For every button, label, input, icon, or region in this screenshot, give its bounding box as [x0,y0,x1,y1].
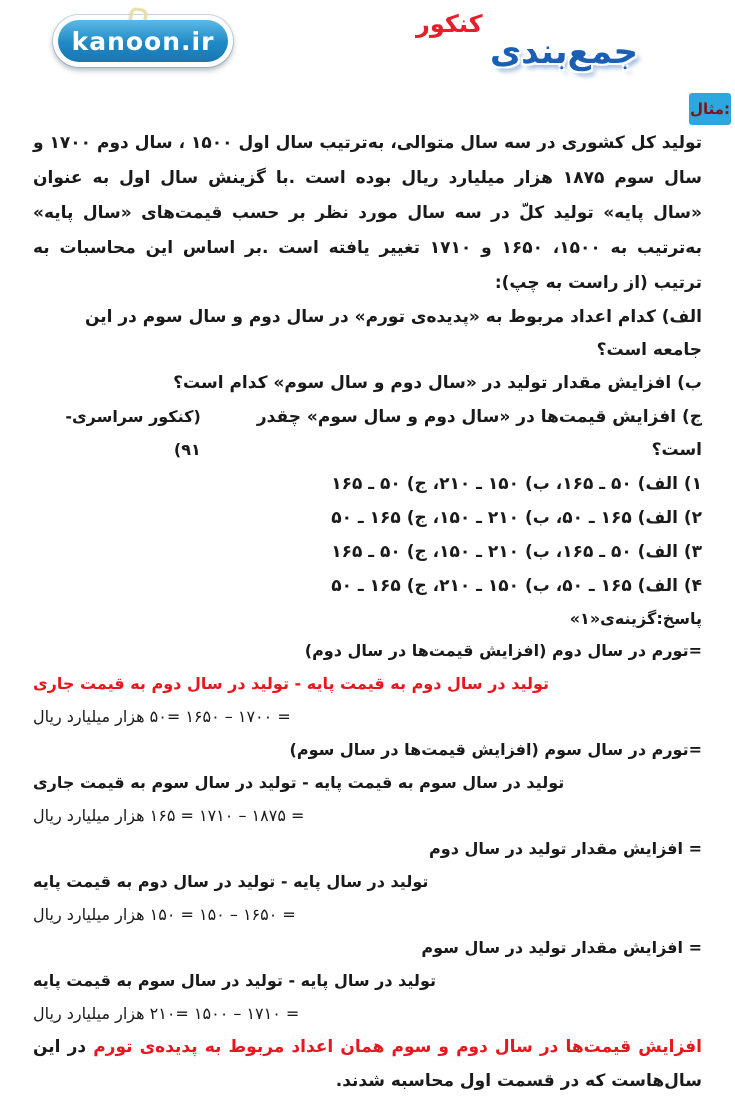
answer-block3-calculation: = ۱۶۵۰ – ۱۵۰ = ۱۵۰ هزار میلیارد ریال [33,905,296,924]
example-badge: مثال: [689,93,731,125]
answer-block4-heading: = افزایش مقدار تولید در سال سوم [421,938,702,957]
series-logo [398,8,638,74]
answer-label: پاسخ:گزینه‌ی«۱» [569,609,702,628]
kanoon-logo-text: kanoon.ir [71,26,215,56]
exam-source-label: (کنکور سراسری- ۹۱) [65,407,201,459]
answer-block1-calculation: = ۱۷۰۰ – ۱۶۵۰ =۵۰ هزار میلیارد ریال [33,707,291,726]
question-part-a: الف) کدام اعداد مربوط به «پدیده‌ی تورم» در سال دوم و سال سوم در این جامعه است؟ [84,307,702,360]
conclusion-black-text: در این سال‌هاست که در قسمت اول محاسبه شدند. [33,1037,702,1091]
answer-block3-heading: = افزایش مقدار تولید در سال دوم [429,839,702,858]
answer-block2-heading: =تورم در سال سوم (افزایش قیمت‌ها در سال سوم) [289,740,702,759]
option-2: ۲) الف) ۱۶۵ ـ ۵۰، ب) ۲۱۰ ـ ۱۵۰، ج) ۱۶۵ ـ ۵۰ [331,508,702,528]
question-part-b: ب) افزایش مقدار تولید در «سال دوم و سال سوم» کدام است؟ [173,373,702,393]
question-body: تولید کل کشوری در سه سال متوالی، به‌ترتیب سال اول ۱۵۰۰ ، سال دوم ۱۷۰۰ و سال سوم ۱۸۷۵ هزار میلیارد ریال بوده است .با گزینش سال اول به عنوان «سال پایه» تولید کلّ در سه سال مورد نظر بر حسب قیمت‌های «سال پایه» به‌ترتیب به ۱۵۰۰، ۱۶۵۰ و ۱۷۱۰ تغییر یافته است .بر اساس این محاسبات به ترتیب (از راست به چپ): [33,133,703,293]
question-part-c-row [33,400,702,467]
answer-block3-expression: تولید در سال پایه - تولید در سال دوم به قیمت پایه [33,872,429,891]
option-1: ۱) الف) ۵۰ ـ ۱۶۵، ب) ۱۵۰ ـ ۲۱۰، ج) ۵۰ ـ ۱۶۵ [331,474,702,494]
answer-block2-expression: تولید در سال سوم به قیمت پایه - تولید در سال سوم به قیمت جاری [33,773,565,792]
answer-block4-expression: تولید در سال پایه - تولید در سال سوم به قیمت پایه [33,971,436,990]
kanoon-logo [53,15,233,67]
series-logo-konkur-text: کنکور [416,10,483,38]
question-part-c: ج) افزایش قیمت‌ها در «سال دوم و سال سوم» چقدر است؟ [256,407,702,460]
answer-block2-calculation: = ۱۸۷۵ – ۱۷۱۰ = ۱۶۵ هزار میلیارد ریال [33,806,305,825]
answer-block4-calculation: = ۱۷۱۰ – ۱۵۰۰ =۲۱۰ هزار میلیارد ریال [33,1004,300,1023]
kanoon-logo-pill [58,20,228,62]
conclusion-paragraph [33,1030,702,1098]
conclusion-red-text: افزایش قیمت‌ها در سال دوم و سوم همان اعداد مربوط به پدیده‌ی تورم [93,1037,702,1057]
answer-block1-expression: تولید در سال دوم به قیمت پایه - تولید در سال دوم به قیمت جاری [33,674,550,693]
option-3: ۳) الف) ۵۰ ـ ۱۶۵، ب) ۲۱۰ ـ ۱۵۰، ج) ۵۰ ـ ۱۶۵ [331,542,702,562]
document-content [0,126,735,1098]
option-4: ۴) الف) ۱۶۵ ـ ۵۰، ب) ۱۵۰ ـ ۲۱۰، ج) ۱۶۵ ـ ۵۰ [331,576,702,596]
series-logo-jambandi-text: جمع‌بندی [490,32,638,72]
answer-block1-heading: =تورم در سال دوم (افزایش قیمت‌ها در سال دوم) [304,641,702,660]
